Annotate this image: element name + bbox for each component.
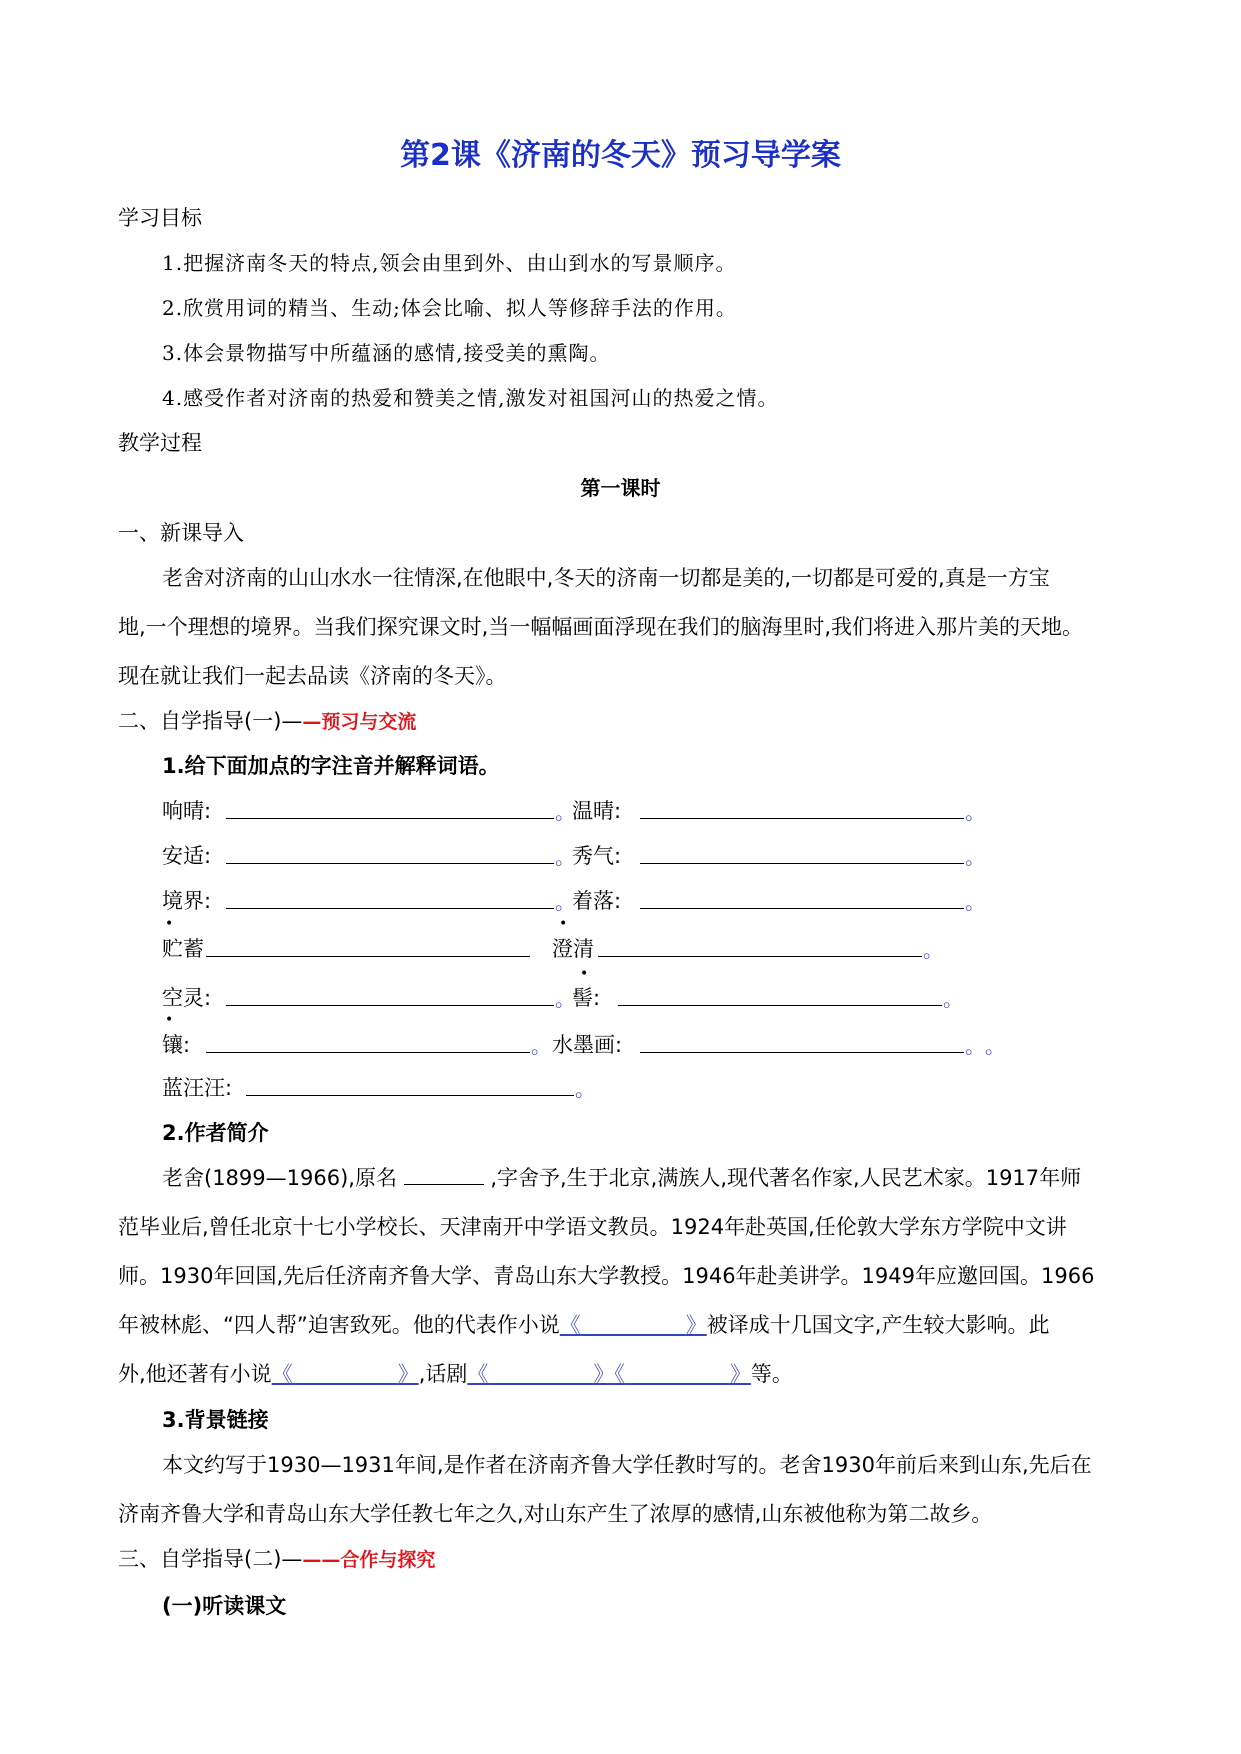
period-mark: 。	[923, 938, 943, 962]
section2-heading-red: —预习与交流	[302, 711, 417, 733]
section1-heading: 一、新课导入	[118, 521, 244, 545]
bio-line-2: 范毕业后,曾任北京十七小学校长、天津南开中学语文教员。1924年赴英国,任伦敦大学东方学院中文讲	[118, 1215, 1067, 1239]
period-mark: 。	[965, 890, 985, 914]
intro-line-2: 地,一个理想的境界。当我们探究课文时,当一幅幅画面浮现在我们的脑海里时,我们将进入那片美的天地。	[118, 615, 1084, 639]
intro-line-1: 老舍对济南的山山水水一往情深,在他眼中,冬天的济南一切都是美的,一切都是可爱的,真是一方宝	[162, 566, 1050, 590]
period-mark: 。	[555, 800, 575, 824]
process-heading: 教学过程	[118, 431, 202, 455]
bio-line-3: 师。1930年回国,先后任济南齐鲁大学、青岛山东大学教授。1946年赴美讲学。1949年应邀回国。1966	[118, 1264, 1095, 1288]
period-mark: 。	[555, 845, 575, 869]
vocab-left-4: 贮蓄	[162, 937, 204, 961]
answer-line[interactable]	[640, 908, 964, 909]
answer-line[interactable]	[206, 956, 530, 957]
period-mark: 。	[555, 890, 575, 914]
section2-heading	[118, 705, 416, 735]
novel-blank[interactable]: 《 》	[559, 1313, 707, 1337]
objective-1: 1.把握济南冬天的特点,领会由里到外、由山到水的写景顺序。	[162, 251, 737, 275]
answer-line[interactable]	[206, 1052, 530, 1053]
novel-blank-2[interactable]: 《 》	[271, 1362, 419, 1386]
answer-line[interactable]	[226, 1005, 554, 1006]
bg-line-1: 本文约写于1930—1931年间,是作者在济南齐鲁大学任教时写的。老舍1930年前后来到山东,先后在	[162, 1453, 1092, 1477]
period-mark: 。	[555, 987, 575, 1011]
period-mark: 。	[575, 1077, 595, 1101]
answer-line[interactable]	[246, 1095, 574, 1096]
vocab-left-2: 安适:	[162, 844, 212, 868]
vocab-left-7: 蓝汪汪:	[162, 1076, 233, 1100]
answer-line[interactable]	[226, 863, 554, 864]
objective-3: 3.体会景物描写中所蕴涵的感情,接受美的熏陶。	[162, 341, 611, 365]
vocab-left-6: 镶:	[162, 1033, 191, 1057]
question-1: 1.给下面加点的字注音并解释词语。	[162, 754, 500, 778]
emphasis-dot: •	[559, 916, 568, 932]
vocab-left-1: 响晴:	[162, 799, 212, 823]
lesson-heading: 第一课时	[580, 476, 661, 500]
section3-heading-red: ——合作与探究	[302, 1549, 436, 1571]
objective-4: 4.感受作者对济南的热爱和赞美之情,激发对祖国河山的热爱之情。	[162, 386, 779, 410]
section3-heading	[118, 1543, 435, 1573]
answer-line[interactable]	[640, 1052, 964, 1053]
question-3: 3.背景链接	[162, 1408, 269, 1432]
bio-line-5	[118, 1358, 793, 1388]
bio-line-4a: 年被林彪、“四人帮”迫害致死。他的代表作小说	[118, 1313, 560, 1337]
vocab-right-3: 着落:	[572, 889, 622, 913]
intro-line-3: 现在就让我们一起去品读《济南的冬天》。	[118, 664, 507, 688]
bio-line-5a: 外,他还著有小说	[118, 1362, 272, 1386]
answer-line[interactable]	[226, 818, 554, 819]
answer-line[interactable]	[618, 1005, 942, 1006]
bg-line-2: 济南齐鲁大学和青岛山东大学任教七年之久,对山东产生了浓厚的感情,山东被他称为第二故乡。	[118, 1502, 993, 1526]
answer-line[interactable]	[640, 863, 964, 864]
bio-line-4b: 被译成十几国文字,产生较大影响。此	[706, 1313, 1050, 1337]
period-mark: 。	[965, 800, 985, 824]
emphasis-dot: •	[165, 916, 174, 932]
vocab-right-4: 澄清	[552, 937, 594, 961]
objective-2: 2.欣赏用词的精当、生动;体会比喻、拟人等修辞手法的作用。	[162, 296, 737, 320]
question-2: 2.作者简介	[162, 1121, 269, 1145]
section3-heading-prefix: 三、自学指导(二)—	[118, 1547, 303, 1571]
vocab-right-6: 水墨画:	[552, 1033, 623, 1057]
period-mark: 。	[985, 1034, 1005, 1058]
bio-line-1a: 老舍(1899—1966),原名	[162, 1166, 397, 1190]
answer-line[interactable]	[598, 956, 922, 957]
page-title: 第2课《济南的冬天》预习导学案	[400, 138, 841, 173]
drama-blank-1[interactable]: 《 》	[467, 1362, 615, 1386]
objectives-heading: 学习目标	[118, 206, 202, 230]
bio-line-5c: 等。	[750, 1362, 793, 1386]
section3-sub: (一)听读课文	[162, 1594, 287, 1618]
vocab-left-5: 空灵:	[162, 986, 212, 1010]
answer-line[interactable]	[226, 908, 554, 909]
vocab-right-5: 髻:	[572, 986, 601, 1010]
vocab-left-3: 境界:	[162, 889, 212, 913]
emphasis-dot: •	[580, 966, 589, 982]
bio-line-5b: ,话剧	[418, 1362, 468, 1386]
bio-line-1	[162, 1162, 1081, 1192]
bio-line-4	[118, 1309, 1049, 1339]
emphasis-dot: •	[165, 1012, 174, 1028]
period-mark: 。	[943, 987, 963, 1011]
drama-blank-2[interactable]: 《 》	[614, 1362, 751, 1386]
vocab-right-2: 秀气:	[572, 844, 622, 868]
section2-heading-prefix: 二、自学指导(一)—	[118, 709, 303, 733]
vocab-right-1: 温晴:	[572, 799, 622, 823]
period-mark: 。	[965, 1034, 985, 1058]
name-blank[interactable]	[404, 1166, 484, 1185]
bio-line-1b: ,字舍予,生于北京,满族人,现代著名作家,人民艺术家。1917年师	[490, 1166, 1082, 1190]
period-mark: 。	[531, 1034, 551, 1058]
answer-line[interactable]	[640, 818, 964, 819]
period-mark: 。	[965, 845, 985, 869]
